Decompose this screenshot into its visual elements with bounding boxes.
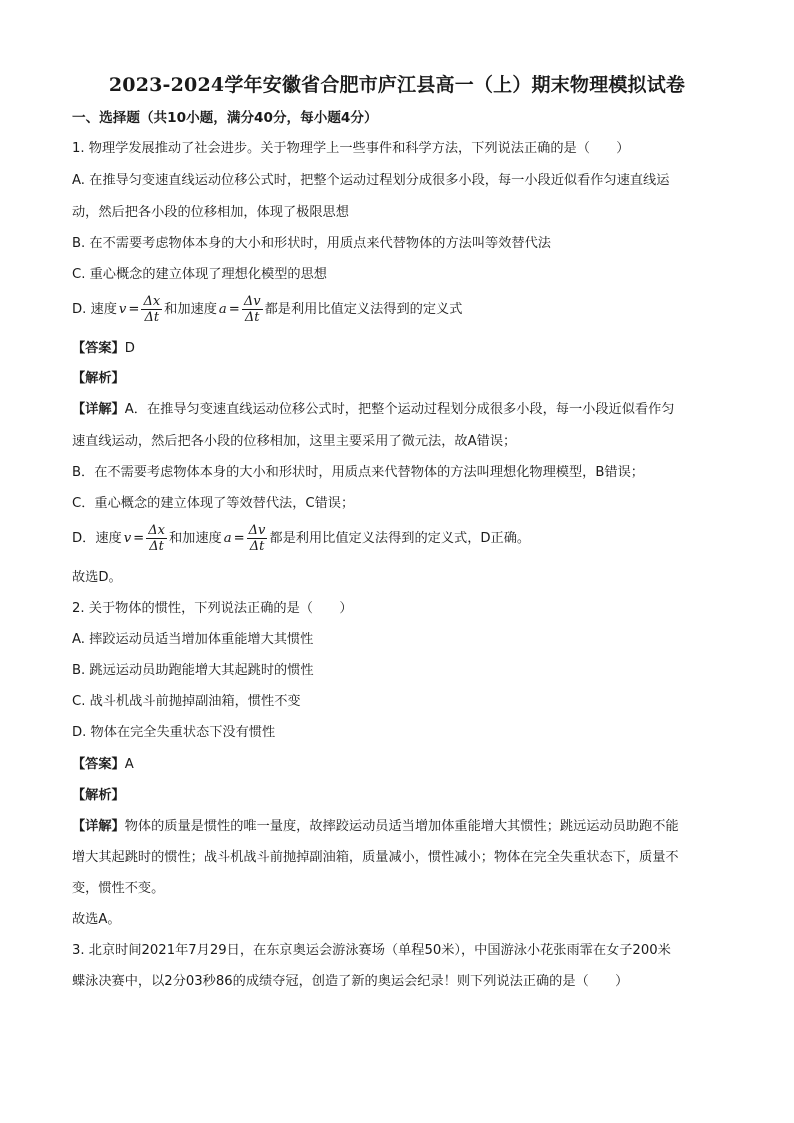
q2-option-c: C. 战斗机战斗前抛掉副油箱，惯性不变 [72,694,301,709]
exam-title: 2023-2024学年安徽省合肥市庐江县高一（上）期末物理模拟试卷 [108,74,686,96]
q1-option-a-line2: 动，然后把各小段的位移相加，体现了极限思想 [72,205,349,220]
answer-value: A [124,757,134,772]
analysis-tag: 【解析】 [72,371,125,386]
detail-tag: 【详解】 [72,402,125,417]
answer-value: D [124,341,135,356]
detail-text: 物体的质量是惯性的唯一量度，故摔跤运动员适当增加体重能增大其惯性；跳远运动员助跑不能 [124,819,679,834]
math-eq: = [128,302,140,317]
answer-tag: 【答案】 [72,757,125,772]
q1-option-d-prefix: D. 速度 [72,302,117,317]
fraction-acceleration [247,523,268,554]
section-heading: 一、选择题（共10小题，满分40分，每小题4分） [72,110,378,126]
q3-stem-line1: 3. 北京时间2021年7月29日，在东京奥运会游泳赛场（单程50米），中国游泳小花张雨霏在女子200米 [72,943,671,958]
math-eq: = [233,531,245,546]
q1-analysis-tag [72,369,125,389]
fraction-acceleration [242,294,263,325]
fraction-numerator: Δv [243,293,261,309]
q2-option-b: B. 跳远运动员助跑能增大其起跳时的惯性 [72,663,314,678]
fraction-denominator: Δt [144,309,160,325]
answer-tag: 【答案】 [72,341,125,356]
q1-option-d [72,293,462,327]
q1-detail-d-suffix: 都是利用比值定义法得到的定义式，D正确。 [269,531,531,546]
q2-answer [72,755,134,775]
q1-option-a-line1: A. 在推导匀变速直线运动位移公式时，把整个运动过程划分成很多小段，每一小段近似看作匀速直线运 [72,173,670,188]
math-eq: = [228,302,240,317]
q1-conclusion: 故选D。 [72,570,122,585]
q1-detail-d-mid: 和加速度 [168,531,222,546]
math-a: a [218,302,227,317]
analysis-tag: 【解析】 [72,788,125,803]
q2-detail-line1 [72,817,679,837]
q1-option-c: C. 重心概念的建立体现了理想化模型的思想 [72,267,327,282]
q2-option-d: D. 物体在完全失重状态下没有惯性 [72,725,276,740]
q1-detail-d [72,522,530,556]
q1-stem: 1. 物理学发展推动了社会进步。关于物理学上一些事件和科学方法，下列说法正确的是（ ） [72,141,630,156]
math-v: v [118,302,127,317]
fraction-denominator: Δt [249,538,265,554]
q1-detail-a-line2: 速直线运动，然后把各小段的位移相加，这里主要采用了微元法，故A错误； [72,434,517,449]
q1-detail-d-prefix: D．速度 [72,531,122,546]
fraction-denominator: Δt [244,309,260,325]
fraction-numerator: Δv [248,522,266,538]
q2-analysis-tag [72,786,125,806]
detail-tag: 【详解】 [72,819,125,834]
fraction-numerator: Δx [148,522,165,538]
q1-option-b: B. 在不需要考虑物体本身的大小和形状时，用质点来代替物体的方法叫等效替代法 [72,236,551,251]
fraction-velocity [141,294,162,325]
q3-stem-line2: 蝶泳决赛中，以2分03秒86的成绩夺冠，创造了新的奥运会纪录！则下列说法正确的是（ ） [72,974,629,989]
math-eq: = [133,531,145,546]
math-v: v [123,531,132,546]
fraction-velocity [146,523,167,554]
q1-detail-b: B．在不需要考虑物体本身的大小和形状时，用质点来代替物体的方法叫理想化物理模型，B错误； [72,465,644,480]
q1-answer [72,339,135,359]
math-a: a [223,531,232,546]
fraction-numerator: Δx [143,293,161,309]
q1-option-d-suffix: 都是利用比值定义法得到的定义式 [264,302,463,317]
fraction-denominator: Δt [149,538,164,554]
q1-detail-a-line1 [72,400,674,420]
q1-detail-c: C．重心概念的建立体现了等效替代法，C错误； [72,496,355,511]
detail-text: A．在推导匀变速直线运动位移公式时，把整个运动过程划分成很多小段，每一小段近似看作匀 [124,402,675,417]
q2-option-a: A. 摔跤运动员适当增加体重能增大其惯性 [72,632,314,647]
q2-detail-line2: 增大其起跳时的惯性；战斗机战斗前抛掉副油箱，质量减小，惯性减小；物体在完全失重状态下，质量不 [72,850,679,865]
q2-conclusion: 故选A。 [72,912,121,927]
q2-detail-line3: 变，惯性不变。 [72,881,165,896]
q2-stem: 2. 关于物体的惯性，下列说法正确的是（ ） [72,601,353,616]
q1-option-d-mid: 和加速度 [164,302,217,317]
